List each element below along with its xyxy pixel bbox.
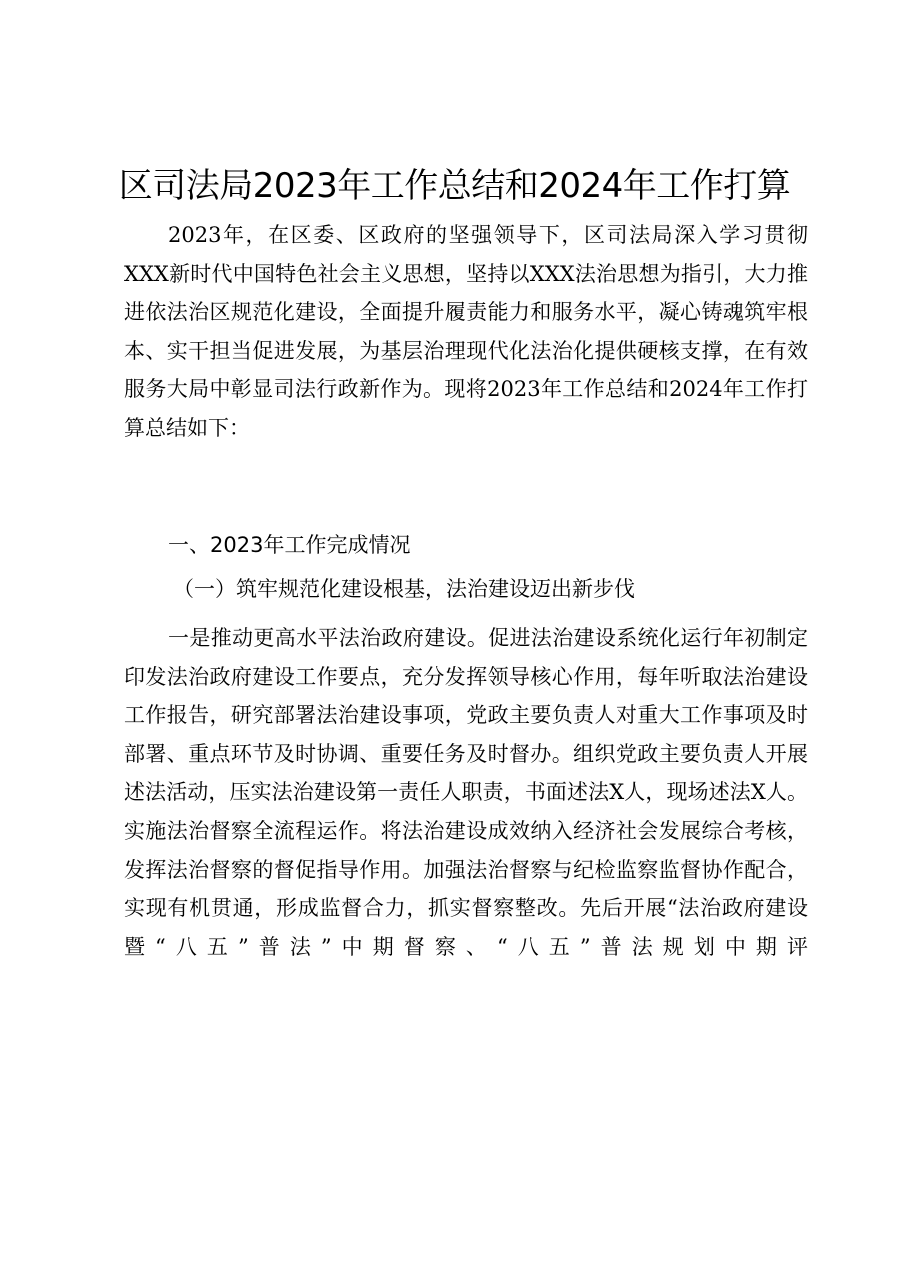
intro-paragraph: 2023年，在区委、区政府的坚强领导下，区司法局深入学习贯彻XXX新时代中国特色社会主义思想，坚持以XXX法治思想为指引，大力推进依法治区规范化建设，全面提升履责能力和服务水平，凝心铸魂筑牢根本、实干担当促进发展，为基层治理现代化法治化提供硬核支撑，在有效服务大局中彰显司法行政新作为。现将2023年工作总结和2024年工作打算总结如下： <box>124 223 808 440</box>
intro-paragraph-block <box>124 216 808 448</box>
subsection-paragraph: 一是推动更高水平法治政府建设。促进法治建设系统化运行年初制定印发法治政府建设工作要点，充分发挥领导核心作用，每年听取法治建设工作报告，研究部署法治建设事项，党政主要负责人对重大工作事项及时部署、重点环节及时协调、重要任务及时督办。组织党政主要负责人开展述法活动，压实法治建设第一责任人职责，书面述法X人，现场述法X人。实施法治督察全流程运作。将法治建设成效纳入经济社会发展综合考核，发挥法治督察的督促指导作用。加强法治督察与纪检监察监督协作配合，实现有机贯通，形成监督合力，抓实督察整改。先后开展“法治政府建设暨“八五”普法”中期督察、“八五”普法规划中期评 <box>124 626 808 959</box>
subsection-heading: （一）筑牢规范化建设根基，法治建设迈出新步伐 <box>173 577 635 601</box>
document-title: 区司法局2023年工作总结和2024年工作打算 <box>118 166 791 206</box>
section-heading: 一、2023年工作完成情况 <box>168 533 411 557</box>
subsection-paragraph-block <box>124 619 808 966</box>
